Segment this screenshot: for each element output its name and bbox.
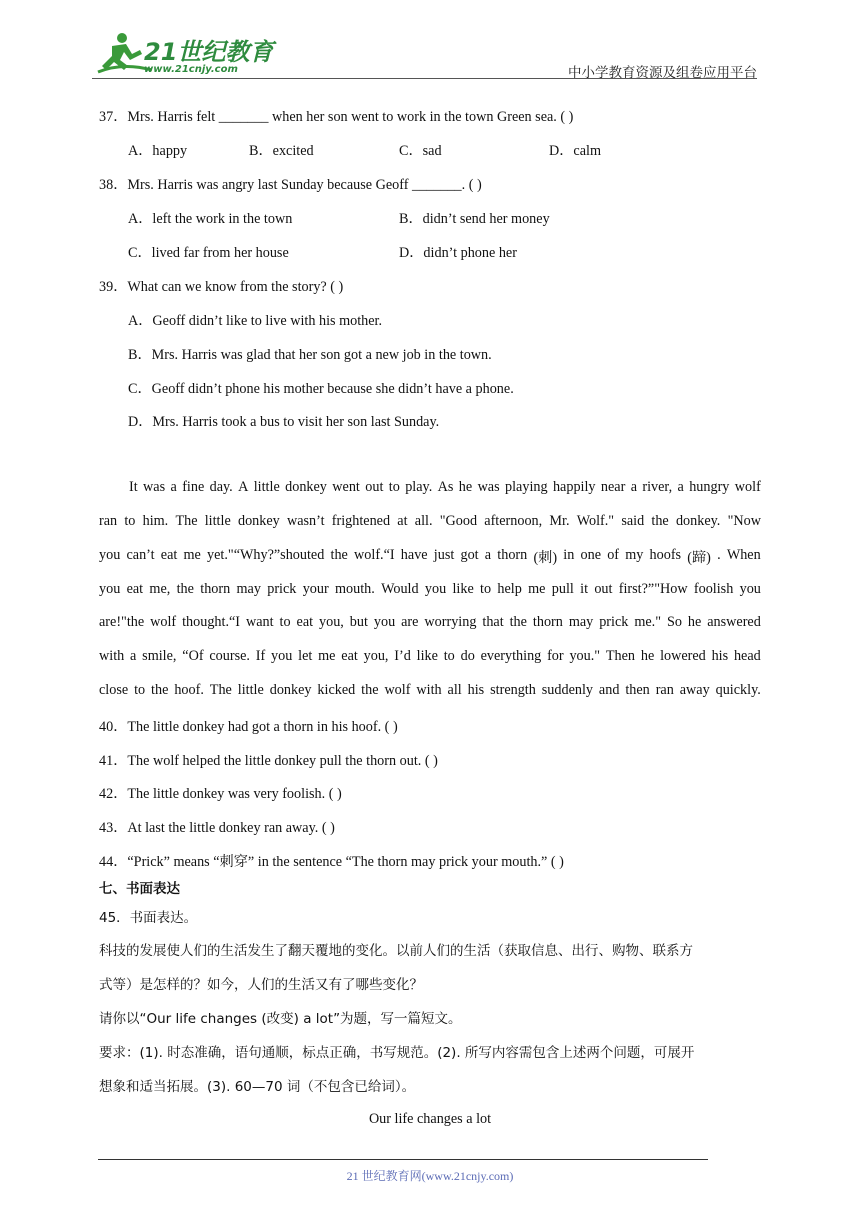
- passage-line-7: close to the hoof. The little donkey kicked the wolf with all his strength suddenly and then ran away quickly.: [99, 682, 761, 698]
- question-38: 38．Mrs. Harris was angry last Sunday because Geoff _______. ( ): [99, 177, 482, 193]
- passage-line-6: with a smile, “Of course. If you let me eat you, I’d like to do everything for you." Then he lowered his head: [99, 648, 761, 664]
- question-37: 37．Mrs. Harris felt _______ when her son went to work in the town Green sea. ( ): [99, 109, 574, 125]
- header-divider: [92, 78, 757, 79]
- passage-line-2: ran to him. The little donkey wasn’t frightened at all. "Good afternoon, Mr. Wolf." said the donkey. "Now: [99, 513, 761, 529]
- q45-requirements-line-1: 要求：(1). 时态准确，语句通顺，标点正确，书写规范。(2). 所写内容需包含上述两个问题，可展开: [99, 1045, 695, 1061]
- question-45-label: 45．书面表达。: [99, 910, 198, 926]
- svg-text:www.21cnjy.com: www.21cnjy.com: [144, 64, 238, 75]
- passage-line-3: you can’t eat me yet."“Why?”shouted the wolf.“I have just got a thorn (刺) in one of my hoofs (蹄) . When: [99, 547, 761, 566]
- q39-option-b: B．Mrs. Harris was glad that her son got a new job in the town.: [128, 347, 492, 363]
- passage-line-4: you eat me, the thorn may prick your mouth. Would you like to help me pull it out first?”"How foolish you: [99, 581, 761, 597]
- passage-line-1: It was a fine day. A little donkey went out to play. As he was playing happily near a river, a hungry wolf: [129, 479, 761, 495]
- q37-option-b: B．excited: [249, 143, 314, 159]
- page-header: [92, 30, 757, 81]
- question-41: 41．The wolf helped the little donkey pull the thorn out. ( ): [99, 753, 438, 769]
- essay-title: Our life changes a lot: [368, 1111, 492, 1127]
- footer-divider: [98, 1159, 708, 1160]
- question-40: 40．The little donkey had got a thorn in his hoof. ( ): [99, 719, 398, 735]
- q45-prompt-line-2: 式等）是怎样的？如今，人们的生活又有了哪些变化？: [99, 977, 423, 993]
- q39-option-a: A．Geoff didn’t like to live with his mother.: [128, 313, 383, 329]
- q45-prompt-line-1: 科技的发展使人们的生活发生了翻天覆地的变化。以前人们的生活（获取信息、出行、购物、联系方: [99, 943, 693, 959]
- q37-option-c: C．sad: [399, 143, 442, 159]
- passage-line-5: are!"the wolf thought.“I want to eat you, but you are worrying that the thorn may prick me." So he answered: [99, 614, 761, 630]
- svg-text:21世纪教育: 21世纪教育: [144, 38, 274, 66]
- q39-option-c: C．Geoff didn’t phone his mother because she didn’t have a phone.: [128, 381, 514, 397]
- site-logo: [92, 30, 274, 76]
- q39-option-d: D．Mrs. Harris took a bus to visit her son last Sunday.: [128, 414, 440, 430]
- q38-option-b: B．didn’t send her money: [399, 211, 550, 227]
- q38-option-a: A．left the work in the town: [128, 211, 293, 227]
- q45-requirements-line-2: 想象和适当拓展。(3). 60—70 词（不包含已给词）。: [99, 1079, 416, 1095]
- section-title-writing: 七、书面表达: [99, 881, 180, 897]
- q45-prompt-line-3: 请你以“Our life changes (改变) a lot”为题，写一篇短文。: [99, 1011, 462, 1027]
- q37-option-a: A．happy: [128, 143, 188, 159]
- question-43: 43．At last the little donkey ran away. ( ): [99, 820, 335, 836]
- question-44: 44．“Prick” means “刺穿” in the sentence “The thorn may prick your mouth.” ( ): [99, 854, 564, 870]
- q38-option-d: D．didn’t phone her: [399, 245, 517, 261]
- q38-option-c: C．lived far from her house: [128, 245, 289, 261]
- q37-option-d: D．calm: [549, 143, 602, 159]
- question-39: 39．What can we know from the story? ( ): [99, 279, 344, 295]
- header-platform-name: 中小学教育资源及组卷应用平台: [568, 65, 757, 81]
- question-42: 42．The little donkey was very foolish. ( ): [99, 786, 342, 802]
- footer-source[interactable]: 21 世纪教育网(www.21cnjy.com): [346, 1169, 514, 1183]
